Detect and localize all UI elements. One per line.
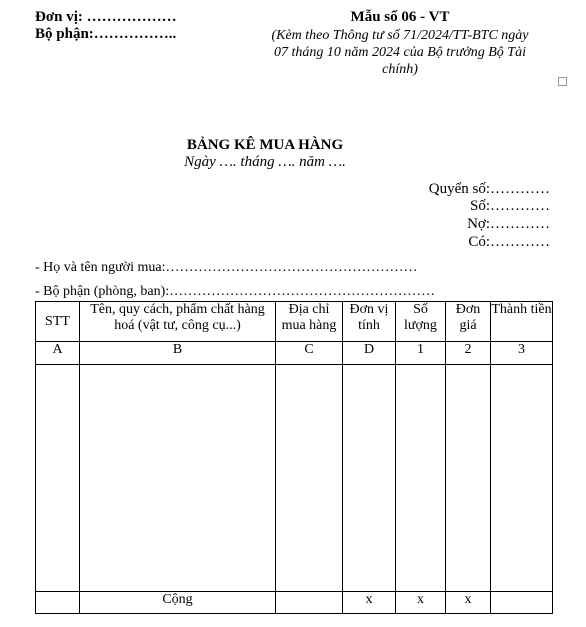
column-code: 2 bbox=[446, 342, 491, 365]
table-cell[interactable] bbox=[396, 365, 446, 592]
total-cell bbox=[36, 592, 80, 614]
column-code-row bbox=[36, 342, 553, 365]
table-cell[interactable] bbox=[80, 365, 276, 592]
header-stt: STT bbox=[36, 302, 80, 342]
table-cell[interactable] bbox=[36, 365, 80, 592]
column-code: A bbox=[36, 342, 80, 365]
column-code: B bbox=[80, 342, 276, 365]
circular-note-line-1: (Kèm theo Thông tư số 71/2024/TT-BTC ngày bbox=[271, 28, 529, 43]
debit-account: Nợ:………… bbox=[467, 216, 550, 232]
document-title: BẢNG KÊ MUA HÀNG bbox=[186, 137, 344, 153]
header-unit: Đơn vị tính bbox=[343, 302, 396, 342]
total-label: Cộng bbox=[80, 592, 276, 614]
table-cell[interactable] bbox=[446, 365, 491, 592]
department-label: Bộ phận:…………….. bbox=[35, 26, 177, 42]
purchase-table bbox=[35, 301, 553, 614]
total-cell bbox=[276, 592, 343, 614]
header-address: Địa chỉ mua hàng bbox=[276, 302, 343, 342]
header-unit-price: Đơn giá bbox=[446, 302, 491, 342]
column-code: C bbox=[276, 342, 343, 365]
date-line: Ngày …. tháng …. năm …. bbox=[184, 154, 346, 170]
table-body-row bbox=[36, 365, 553, 592]
total-cell bbox=[491, 592, 553, 614]
table-cell[interactable] bbox=[491, 365, 553, 592]
checkbox-icon[interactable] bbox=[558, 77, 567, 86]
voucher-number: Số:………… bbox=[469, 198, 550, 214]
buyer-name-line: - Họ và tên người mua:……………………………………………… bbox=[35, 260, 418, 275]
unit-label: Đơn vị: ……………… bbox=[35, 9, 177, 25]
total-row bbox=[36, 592, 553, 614]
circular-note-line-2: 07 tháng 10 năm 2024 của Bộ trưởng Bộ Tài bbox=[274, 45, 526, 60]
total-cell: x bbox=[396, 592, 446, 614]
table-header-row bbox=[36, 302, 553, 342]
header-quantity: Số lượng bbox=[396, 302, 446, 342]
table-cell[interactable] bbox=[343, 365, 396, 592]
column-code: 1 bbox=[396, 342, 446, 365]
column-code: D bbox=[343, 342, 396, 365]
total-cell: x bbox=[446, 592, 491, 614]
table-cell[interactable] bbox=[276, 365, 343, 592]
column-code: 3 bbox=[491, 342, 553, 365]
book-number: Quyển số:………… bbox=[428, 181, 550, 197]
header-amount: Thành tiền bbox=[491, 302, 553, 342]
credit-account: Có:………… bbox=[468, 234, 550, 250]
buyer-department-line: - Bộ phận (phòng, ban):………………………………………………… bbox=[35, 284, 436, 299]
form-number: Mẫu số 06 - VT bbox=[350, 9, 450, 25]
circular-note-line-3: chính) bbox=[382, 62, 418, 77]
total-cell: x bbox=[343, 592, 396, 614]
header-item-name: Tên, quy cách, phẩm chất hàng hoá (vật tư, công cụ...) bbox=[80, 302, 276, 342]
